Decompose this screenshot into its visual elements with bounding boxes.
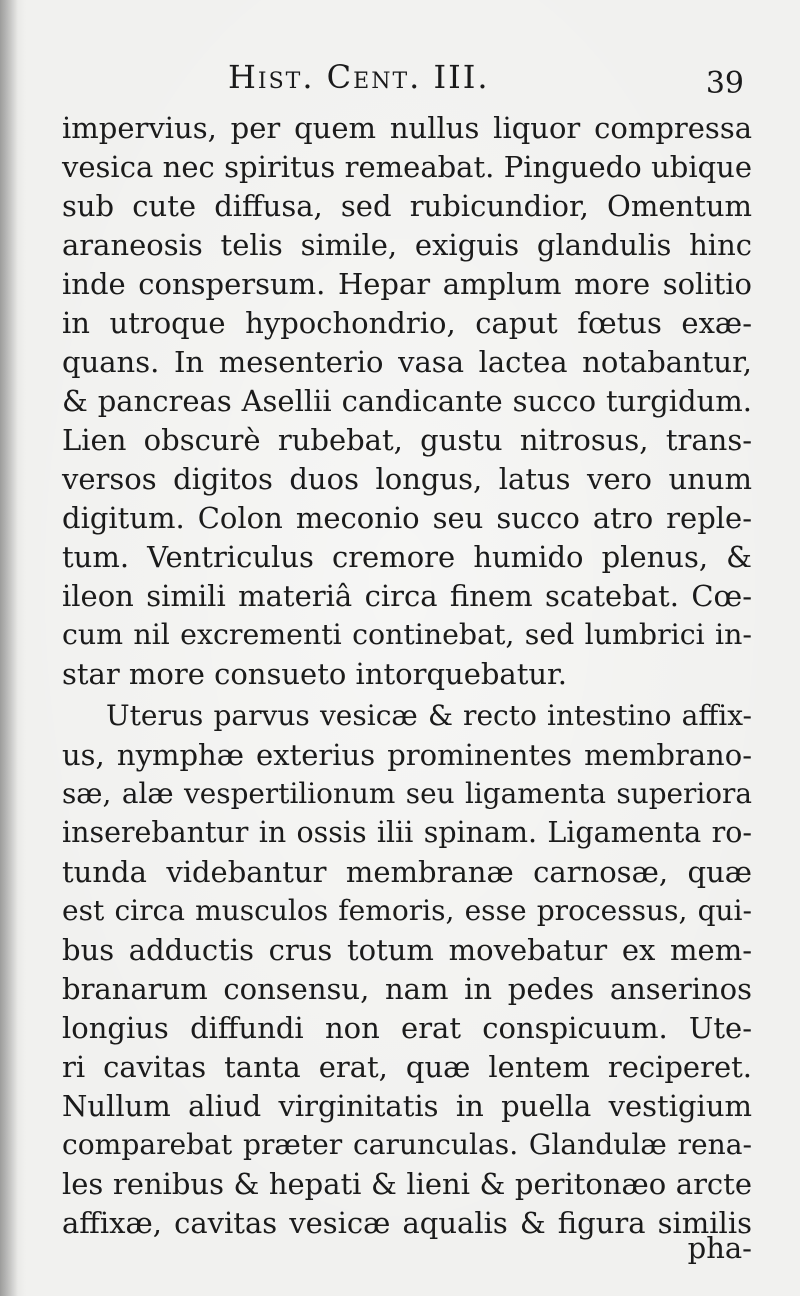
text-line: sæ, alæ vespertilionum seu ligamenta superiora <box>62 777 752 810</box>
text-line: impervius, per quem nullus liquor compressa <box>62 111 752 145</box>
text-line: digitum. Colon meconio seu succo atro reple- <box>62 501 752 535</box>
text-line: in utroque hypochondrio, caput fœtus exæ- <box>62 306 752 340</box>
text-line: tunda videbantur membranæ carnosæ, quæ <box>62 855 752 889</box>
paragraph-end-line: star more consueto intorquebatur. <box>62 657 567 691</box>
text-line: Nullum aliud virginitatis in puella vestigium <box>62 1089 752 1123</box>
text-line: branarum consensu, nam in pedes anserinos <box>62 972 752 1006</box>
text-line: ri cavitas tanta erat, quæ lentem reciperet. <box>62 1050 752 1084</box>
page-number: 39 <box>705 66 744 101</box>
running-title: Hist. Cent. III. <box>228 58 490 96</box>
text-line: Lien obscurè rubebat, gustu nitrosus, trans- <box>62 423 752 457</box>
text-line: bus adductis crus totum movebatur ex mem- <box>62 933 752 967</box>
catchword: pha- <box>687 1231 752 1265</box>
text-line: affixæ, cavitas vesicæ aqualis & figura similis <box>62 1206 752 1240</box>
text-line: ileon simili materiâ circa finem scatebat. Cœ- <box>62 579 752 613</box>
text-line: us, nymphæ exterius prominentes membrano- <box>62 738 752 772</box>
text-line: & pancreas Asellii candicante succo turgidum. <box>62 384 752 418</box>
text-line: versos digitos duos longus, latus vero unum <box>62 462 752 496</box>
text-line: araneosis telis simile, exiguis glandulis hinc <box>62 228 752 262</box>
text-line: vesica nec spiritus remeabat. Pinguedo ubique <box>62 150 752 184</box>
text-block <box>62 108 752 1268</box>
gutter-shadow <box>0 0 18 1296</box>
text-line: les renibus & hepati & lieni & peritonæo arcte <box>62 1167 752 1201</box>
text-line: quans. In mesenterio vasa lactea notabantur, <box>62 345 752 379</box>
text-line: comparebat præter carunculas. Glandulæ rena- <box>62 1128 752 1161</box>
text-line: est circa musculos femoris, esse processus, qui- <box>62 894 752 927</box>
running-head <box>62 58 752 102</box>
paragraph-start-line: Uterus parvus vesicæ & recto intestino affix- <box>106 699 752 732</box>
text-line: longius diffundi non erat conspicuum. Ute- <box>62 1011 752 1045</box>
text-line: inserebantur in ossis ilii spinam. Ligamenta ro- <box>62 816 752 849</box>
text-line: sub cute diffusa, sed rubicundior, Omentum <box>62 189 752 223</box>
text-line: inde conspersum. Hepar amplum more solitio <box>62 267 752 301</box>
text-line: tum. Ventriculus cremore humido plenus, & <box>62 540 752 574</box>
text-line: cum nil excrementi continebat, sed lumbrici in- <box>62 618 752 651</box>
